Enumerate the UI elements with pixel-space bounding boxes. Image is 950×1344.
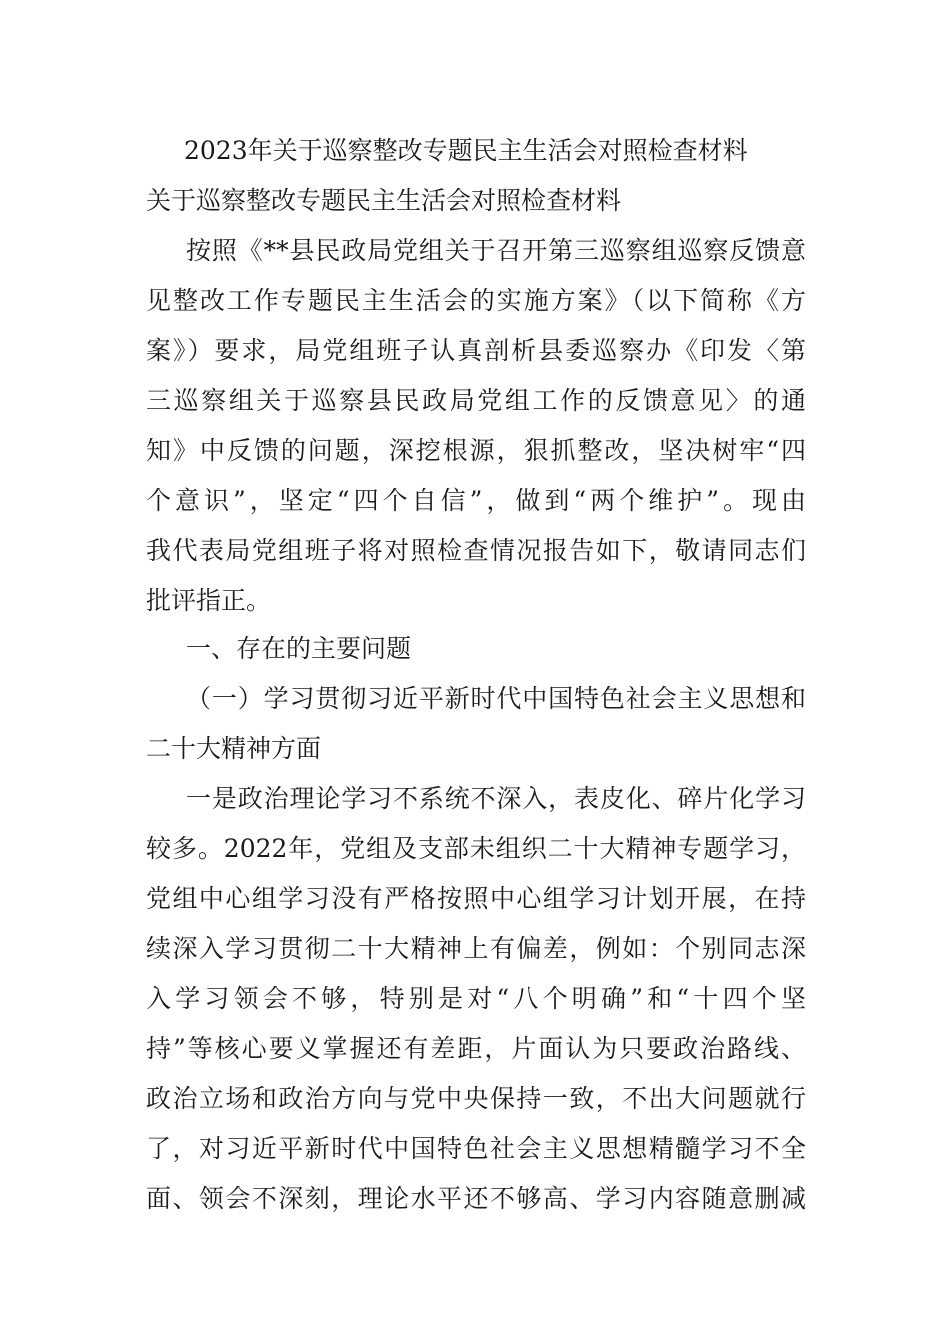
subsection-heading: 二十大精神方面 — [146, 734, 322, 763]
section-heading: 一、存在的主要问题 — [186, 634, 412, 663]
intro-line: 批评指正。 — [146, 586, 272, 615]
body-line: 面、领会不深刻，理论水平还不够高、学习内容随意删减 — [146, 1184, 806, 1213]
body-line: 较多。2022年，党组及支部未组织二十大精神专题学习， — [146, 834, 806, 863]
intro-line: 知》中反馈的问题，深挖根源，狠抓整改，坚决树牢“四 — [146, 436, 806, 465]
subsection-heading: （一）学习贯彻习近平新时代中国特色社会主义思想和 — [186, 684, 806, 713]
intro-line: 案》）要求，局党组班子认真剖析县委巡察办《印发〈第 — [146, 336, 806, 365]
intro-line: 个意识”，坚定“四个自信”，做到“两个维护”。现由 — [146, 486, 806, 515]
body-line: 党组中心组学习没有严格按照中心组学习计划开展，在持 — [146, 884, 806, 913]
body-line: 政治立场和政治方向与党中央保持一致，不出大问题就行 — [146, 1084, 806, 1113]
document-subtitle: 关于巡察整改专题民主生活会对照检查材料 — [146, 186, 622, 215]
intro-line: 我代表局党组班子将对照检查情况报告如下，敬请同志们 — [146, 536, 806, 565]
intro-line: 按照《**县民政局党组关于召开第三巡察组巡察反馈意 — [186, 236, 806, 265]
document-title: 2023年关于巡察整改专题民主生活会对照检查材料 — [184, 136, 748, 165]
intro-line: 见整改工作专题民主生活会的实施方案》（以下简称《方 — [146, 286, 806, 315]
body-line: 入学习领会不够，特别是对“八个明确”和“十四个坚 — [146, 984, 806, 1013]
intro-line: 三巡察组关于巡察县民政局党组工作的反馈意见〉的通 — [146, 386, 806, 415]
body-line: 一是政治理论学习不系统不深入，表皮化、碎片化学习 — [186, 784, 806, 813]
body-line: 续深入学习贯彻二十大精神上有偏差，例如：个别同志深 — [146, 934, 806, 963]
body-line: 持”等核心要义掌握还有差距，片面认为只要政治路线、 — [146, 1034, 806, 1063]
body-line: 了，对习近平新时代中国特色社会主义思想精髓学习不全 — [146, 1134, 806, 1163]
